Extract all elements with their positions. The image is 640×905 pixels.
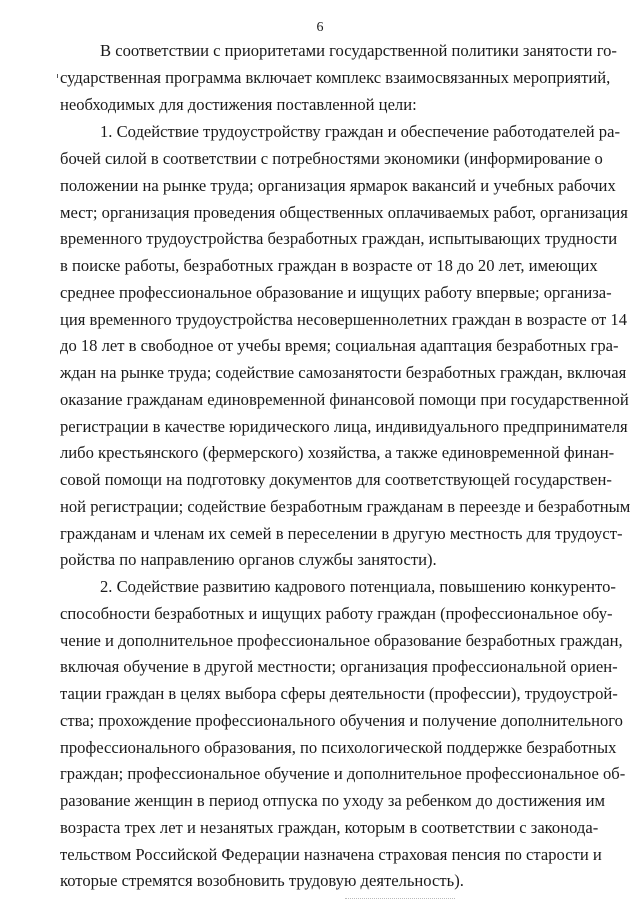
paragraph-3-line-3: чение и дополнительное профессиональное образование безработных граждан, (60, 631, 623, 650)
paragraph-2-line-17: ройства по направлению органов службы занятости). (60, 550, 437, 569)
paragraph-2-line-10: ждан на рынке труда; содействие самозанятости безработных граждан, включая (60, 363, 627, 382)
paragraph-2-line-8: ция временного трудоустройства несовершеннолетних граждан в возрасте от 14 (60, 310, 628, 329)
page-number: 6 (316, 20, 324, 35)
paragraph-2-line-11: оказание гражданам единовременной финансовой помощи при государственной (60, 390, 629, 409)
paragraph-1-line-1: В соответствии с приоритетами государственной политики занятости го- (100, 41, 617, 60)
paragraph-3-line-2: способности безработных и ищущих работу граждан (профессиональное обу- (60, 604, 613, 623)
paragraph-2-line-5: временного трудоустройства безработных граждан, испытывающих трудности (60, 229, 618, 248)
paragraph-3-line-11: тельством Российской Федерации назначена страховая пенсия по старости и (60, 845, 602, 864)
scan-artifact-dots (345, 898, 455, 900)
paragraph-3-line-7: профессионального образования, по психологической поддержке безработных (60, 738, 617, 757)
paragraph-2-line-16: гражданам и членам их семей в переселении в другую местность для трудоуст- (60, 524, 623, 543)
paragraph-3-line-9: разование женщин в период отпуска по уходу за ребенком до достижения им (60, 791, 605, 810)
paragraph-2-line-14: совой помощи на подготовку документов для соответствующей государствен- (60, 470, 612, 489)
paragraph-2-line-7: среднее профессиональное образование и ищущих работу впервые; организа- (60, 283, 612, 302)
paragraph-3-line-12: которые стремятся возобновить трудовую деятельность). (60, 871, 464, 890)
paragraph-1-line-3: необходимых для достижения поставленной цели: (60, 95, 417, 114)
paragraph-3-line-5: тации граждан в целях выбора сферы деятельности (профессии), трудоустрой- (60, 684, 618, 703)
paragraph-2-line-6: в поиске работы, безработных граждан в возрасте от 18 до 20 лет, имеющих (60, 256, 598, 275)
paragraph-2-line-13: либо крестьянского (фермерского) хозяйства, а также единовременной финан- (60, 443, 615, 462)
scan-artifact-mark (57, 74, 58, 78)
paragraph-3-line-10: возраста трех лет и незанятых граждан, которым в соответствии с законода- (60, 818, 599, 837)
paragraph-2-line-12: регистрации в качестве юридического лица, индивидуального предпринимателя (60, 417, 628, 436)
paragraph-2-line-15: ной регистрации; содействие безработным гражданам в переезде и безработным (60, 497, 631, 516)
paragraph-3-line-1: 2. Содействие развитию кадрового потенциала, повышению конкуренто- (100, 577, 616, 596)
paragraph-2-line-9: до 18 лет в свободное от учебы время; социальная адаптация безработных гра- (60, 336, 619, 355)
paragraph-3-line-6: ства; прохождение профессионального обучения и получение дополнительного (60, 711, 623, 730)
paragraph-2-line-2: бочей силой в соответствии с потребностями экономики (информирование о (60, 149, 603, 168)
paragraph-2-line-3: положении на рынке труда; организация ярмарок вакансий и учебных рабочих (60, 176, 616, 195)
paragraph-3-line-8: граждан; профессиональное обучение и дополнительное профессиональное об- (60, 764, 626, 783)
paragraph-2-line-1: 1. Содействие трудоустройству граждан и обеспечение работодателей ра- (100, 122, 620, 141)
paragraph-2-line-4: мест; организация проведения общественных оплачиваемых работ, организация (60, 203, 628, 222)
paragraph-3-line-4: включая обучение в другой местности; организация профессиональной ориен- (60, 657, 618, 676)
paragraph-1-line-2: сударственная программа включает комплекс взаимосвязанных мероприятий, (60, 68, 611, 87)
